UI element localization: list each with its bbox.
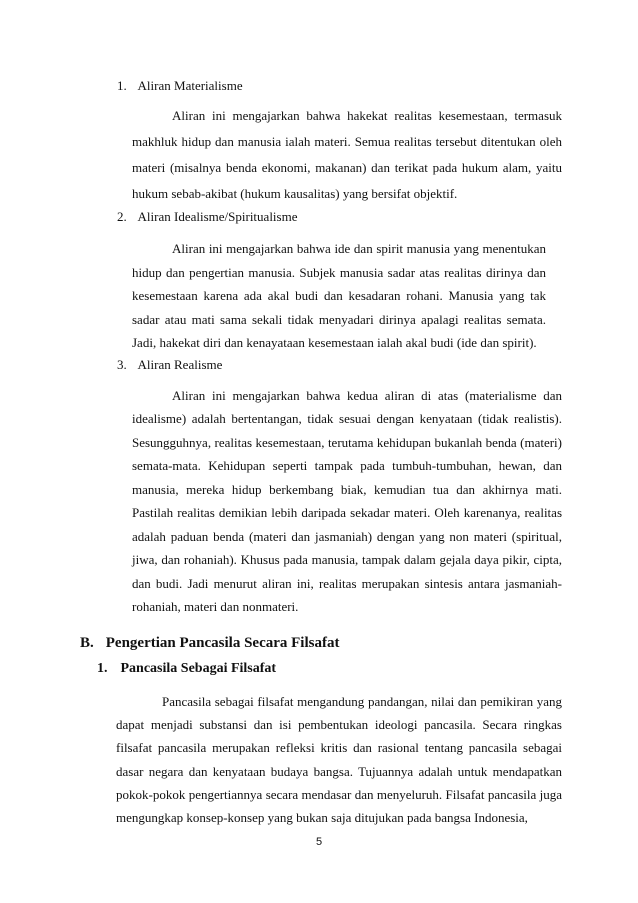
item-3-number: 3.: [117, 357, 127, 372]
subsection-1-number: 1.: [97, 661, 108, 676]
item-2-number: 2.: [117, 209, 127, 224]
subsection-1-paragraph: [116, 690, 562, 829]
item-1-heading: [117, 77, 243, 95]
item-2-paragraph: [132, 237, 546, 355]
page-number: 5: [315, 836, 323, 848]
item-3-body: Aliran ini mengajarkan bahwa kedua aliran di atas (materialisme dan idealisme) adalah bertentangan, tidak sesuai dengan kenyataan (tidak realistis). Sesungguhnya, realitas kesemestaan, terutama kehidupan bukanlah benda (materi) semata-mata. Kehidupan seperti tampak pada tumbuh-tumbuhan, hewan, dan manusia, mereka hidup berkembang biak, kemudian tua dan akhirnya mati. Pastilah realitas demikian lebih daripada sekadar materi. Oleh karenanya, realitas adalah paduan benda (materi dan jasmaniah) dengan yang non materi (spiritual, jiwa, dan rohaniah). Khusus pada manusia, tampak dalam gejala daya pikir, cipta, dan budi. Jadi menurut aliran ini, realitas merupakan sintesis antara jasmaniah-rohaniah, materi dan nonmateri.: [132, 388, 562, 615]
item-2-title: Aliran Idealisme/Spiritualisme: [137, 209, 298, 224]
item-3-paragraph: [132, 384, 562, 619]
subsection-1-body: Pancasila sebagai filsafat mengandung pandangan, nilai dan pemikiran yang dapat menjadi substansi dan isi pembentukan ideologi pancasila. Secara ringkas filsafat pancasila merupakan refleksi kritis dan rasional tentang pancasila sebagai dasar negara dan kenyataan budaya bangsa. Tujuannya adalah untuk mendapatkan pokok-pokok pengertiannya secara mendasar dan menyeluruh. Filsafat pancasila juga mengungkap konsep-konsep yang bukan saja ditujukan pada bangsa Indonesia,: [116, 694, 562, 826]
item-1-title: Aliran Materialisme: [137, 78, 243, 93]
item-3-title: Aliran Realisme: [137, 357, 223, 372]
item-1-paragraph: [132, 103, 562, 207]
section-b-title: Pengertian Pancasila Secara Filsafat: [105, 635, 340, 651]
subsection-1-title: Pancasila Sebagai Filsafat: [120, 661, 277, 676]
item-1-body: Aliran ini mengajarkan bahwa hakekat realitas kesemestaan, termasuk makhluk hidup dan manusia ialah materi. Semua realitas tersebut ditentukan oleh materi (misalnya benda ekonomi, makanan) dan terikat pada hukum alam, yaitu hukum sebab-akibat (hukum kausalitas) yang bersifat objektif.: [132, 108, 562, 201]
item-2-body: Aliran ini mengajarkan bahwa ide dan spirit manusia yang menentukan hidup dan pengertian manusia. Subjek manusia sadar atas realitas dirinya dan kesemestaan karena ada akal budi dan kesadaran rohani. Manusia yang tak sadar atau mati sama sekali tidak menyadari dirinya apalagi realitas semata. Jadi, hakekat diri dan kenayataan kesemestaan ialah akal budi (ide dan spirit).: [132, 241, 546, 351]
item-3-heading: [117, 356, 222, 374]
subsection-1-heading: [97, 660, 276, 678]
section-b-letter: B.: [80, 635, 94, 651]
item-1-number: 1.: [117, 78, 127, 93]
item-2-heading: [117, 208, 297, 226]
section-b-heading: [80, 633, 339, 653]
